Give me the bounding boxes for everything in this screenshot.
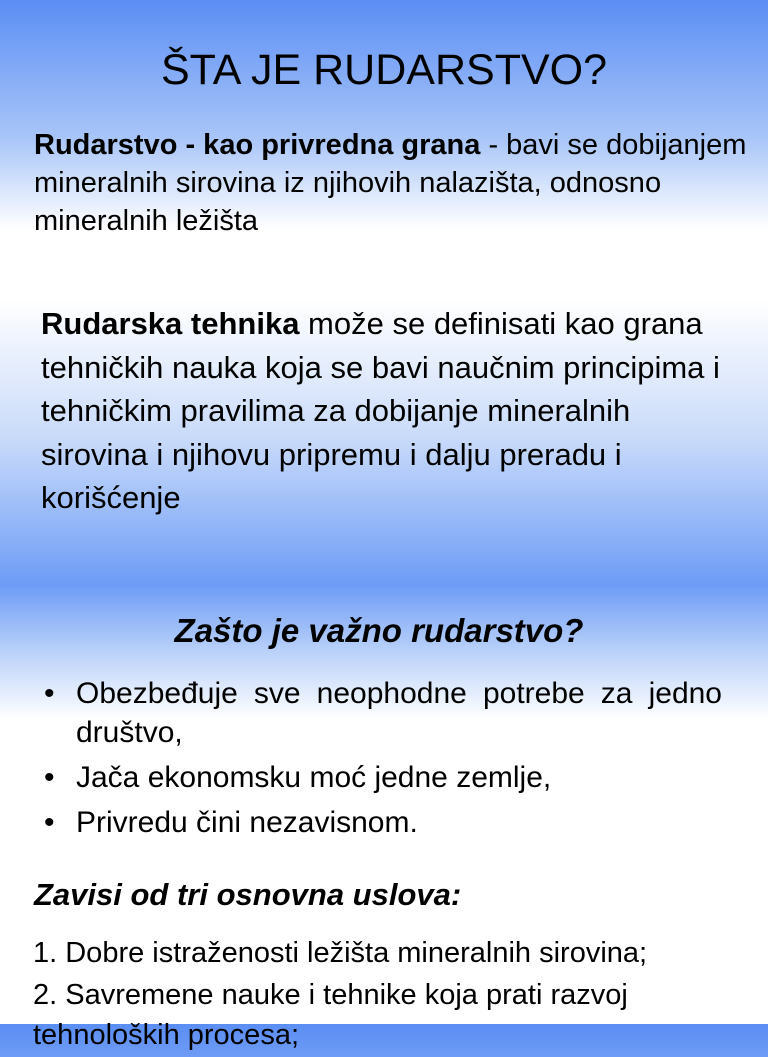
bullet-icon: •: [44, 806, 55, 839]
bullet-icon: •: [44, 677, 55, 710]
paragraph-rudarstvo-text: - bavi se dobijanjem mineralnih sirovina iz njihovih nalazišta, odnosno mineralnih ležišta: [34, 129, 747, 237]
paragraph-rudarstvo: [34, 126, 760, 240]
list-item-text: Obezbeđuje sve neophodne potrebe za jedno društvo,: [76, 677, 722, 749]
heading-why-important: Zašto je važno rudarstvo?: [174, 612, 584, 649]
heading-conditions: Zavisi od tri osnovna uslova:: [34, 877, 462, 912]
list-item: 2. Savremene nauke i tehnike koja prati razvoj tehnoloških procesa;: [33, 979, 628, 1051]
paragraph-rudarstvo-term: Rudarstvo - kao privredna grana: [34, 129, 481, 161]
list-item: [44, 758, 722, 797]
numbered-list: [33, 933, 733, 1057]
bullet-icon: •: [44, 761, 55, 794]
paragraph-rudarska-tehnika-term: Rudarska tehnika: [41, 306, 300, 341]
list-item: [44, 803, 722, 842]
list-item-text: Privredu čini nezavisnom.: [76, 806, 418, 839]
slide-title: ŠTA JE RUDARSTVO?: [160, 46, 608, 94]
list-item: [44, 674, 722, 752]
bullet-list: [44, 674, 722, 848]
list-item-text: Jača ekonomsku moć jedne zemlje,: [76, 761, 552, 794]
list-item: 1. Dobre istraženosti ležišta mineralnih sirovina;: [33, 937, 648, 969]
paragraph-rudarska-tehnika: [41, 302, 741, 520]
paragraph-rudarska-tehnika-text: može se definisati kao grana tehničkih nauka koja se bavi naučnim principima i tehničkim pravilima za dobijanje mineralnih sirovina i njihovu pripremu i dalju preradu i korišćenje: [41, 306, 720, 515]
